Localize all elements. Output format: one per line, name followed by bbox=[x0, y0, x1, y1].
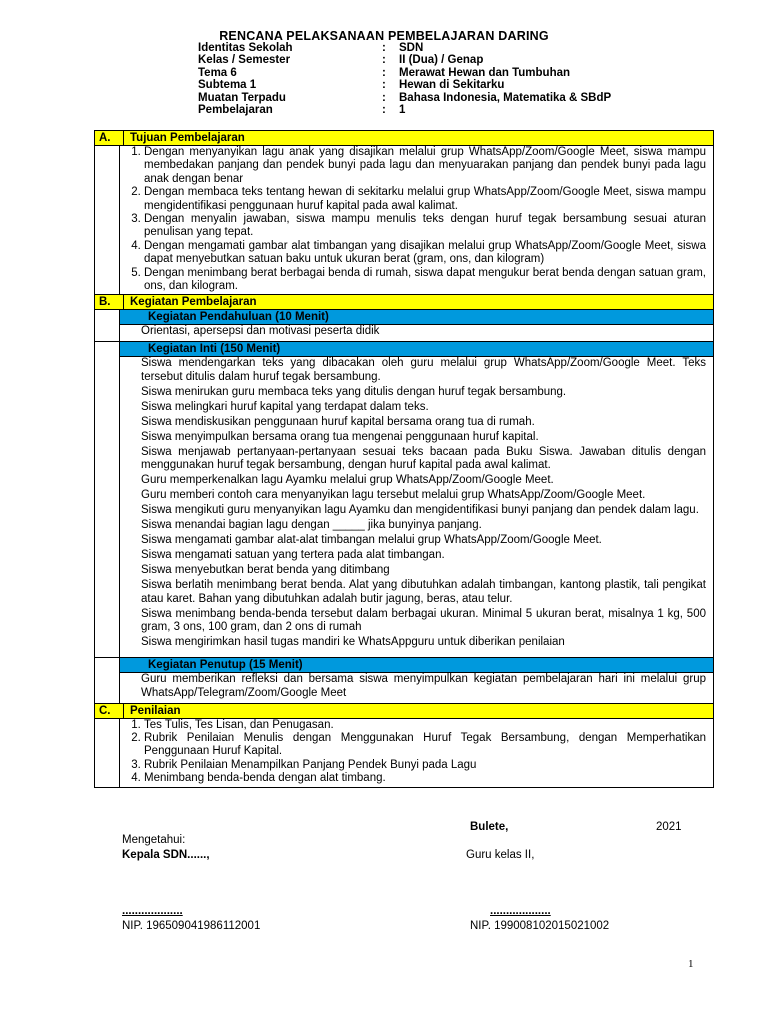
pendahuluan-body bbox=[95, 325, 713, 342]
identity-row bbox=[198, 67, 611, 79]
bullet-text: Guru memperkenalkan lagu Ayamku melalui grup WhatsApp/Zoom/Google Meet. bbox=[141, 474, 554, 487]
section-b-header bbox=[95, 295, 713, 310]
identity-key: Kelas / Semester bbox=[198, 54, 291, 67]
bullet-text: Siswa mengamati satuan yang tertera pada alat timbangan. bbox=[141, 549, 445, 562]
bullet-item bbox=[124, 446, 706, 473]
section-heading: Penilaian bbox=[130, 704, 181, 717]
pendahuluan-header: Kegiatan Pendahuluan (10 Menit) bbox=[119, 310, 713, 325]
list-item: 2. Rubrik Penilaian Menulis dengan Menggunakan Huruf Tegak Bersambung, dengan Memperhatikan Penggunaan Huruf Kapital. bbox=[144, 732, 706, 759]
list-item: 4. Dengan mengamati gambar alat timbangan yang disajikan melalui grup WhatsApp/Zoom/Google Meet, siswa dapat menyebutkan satuan baku untuk ukuran berat (gram, ons, dan kilogram) bbox=[144, 240, 706, 267]
bullet-text: Siswa mengikuti guru menyanyikan lagu Ayamku dan mengidentifikasi bunyi panjang dan pendek dalam lagu. bbox=[141, 504, 699, 517]
guru-kelas-label: Guru kelas II, bbox=[466, 849, 535, 861]
inti-header: Kegiatan Inti (150 Menit) bbox=[119, 342, 713, 357]
identity-colon: : bbox=[382, 104, 386, 117]
identity-value: II (Dua) / Genap bbox=[399, 54, 484, 67]
pendahuluan-list bbox=[124, 325, 706, 338]
identity-key: Muatan Terpadu bbox=[198, 91, 286, 104]
identity-value: Merawat Hewan dan Tumbuhan bbox=[399, 66, 571, 79]
signature-dots-left: ................... bbox=[122, 905, 183, 917]
penutup-body bbox=[95, 673, 713, 703]
identity-value: SDN bbox=[399, 42, 424, 54]
mengetahui-label: Mengetahui: bbox=[122, 834, 186, 846]
document-title: RENCANA PELAKSANAAN PEMBELAJARAN DARING bbox=[219, 29, 549, 43]
bullet-item bbox=[124, 386, 706, 399]
nip-left: NIP. 196509041986112001 bbox=[122, 920, 261, 932]
identity-row bbox=[198, 92, 611, 104]
section-heading: Kegiatan Pembelajaran bbox=[130, 296, 257, 309]
section-heading: Tujuan Pembelajaran bbox=[130, 132, 245, 144]
identity-key: Subtema 1 bbox=[198, 79, 257, 92]
bullet-text: Siswa berlatih menimbang berat benda. Alat yang dibutuhkan adalah timbangan, kantong plastik, tali pengikat atau karet. Bahan yang dibutuhkan adalah butir jagung, beras, atau telur. bbox=[141, 579, 706, 605]
inti-body bbox=[95, 357, 713, 658]
identity-row bbox=[198, 104, 611, 116]
bullet-item bbox=[124, 673, 706, 700]
assessment-list bbox=[124, 719, 706, 786]
identity-colon: : bbox=[382, 79, 386, 92]
section-a-body bbox=[95, 146, 713, 295]
bullet-item bbox=[124, 489, 706, 502]
bullet-text: Siswa menimbang benda-benda tersebut dalam berbagai ukuran. Minimal 5 ukuran berat, misalnya 1 kg, 500 gram, 3 ons, 100 gram, dan 2 ons di rumah bbox=[141, 607, 706, 634]
signature-year: 2021 bbox=[656, 821, 682, 833]
identity-value: Bahasa Indonesia, Matematika & SBdP bbox=[399, 91, 612, 104]
bullet-text: Siswa menyebutkan berat benda yang ditimbang bbox=[141, 564, 390, 577]
signature-place: Bulete, bbox=[470, 821, 509, 833]
bullet-item bbox=[124, 549, 706, 562]
bullet-item bbox=[124, 534, 706, 547]
bullet-text: Siswa melingkari huruf kapital yang terdapat dalam teks. bbox=[141, 400, 429, 413]
bullet-item bbox=[124, 504, 706, 517]
section-letter: A. bbox=[95, 131, 124, 145]
bullet-text: Siswa menjawab pertanyaan-pertanyaan sesuai teks bacaan pada Buku Siswa. Jawaban ditulis dengan menggunakan huruf tegak bersambung, dengan huruf kapital pada awal kalimat. bbox=[141, 445, 706, 472]
bullet-text: Guru memberi contoh cara menyanyikan lagu tersebut melalui grup WhatsApp/Zoom/Google Meet. bbox=[141, 489, 646, 502]
page-number: 1 bbox=[688, 958, 694, 970]
bullet-item bbox=[124, 564, 706, 577]
bullet-item bbox=[124, 608, 706, 635]
identity-key: Identitas Sekolah bbox=[198, 42, 293, 54]
list-item: 1. Dengan menyanyikan lagu anak yang disajikan melalui grup WhatsApp/Zoom/Google Meet, siswa mampu membedakan panjang dan pendek bunyi pada lagu dan menyuarakan panjang dan pendek bunyi pada lagu anak dengan benar bbox=[144, 146, 706, 186]
penutup-list bbox=[124, 673, 706, 700]
identity-block bbox=[198, 42, 611, 116]
identity-value: Hewan di Sekitarku bbox=[399, 79, 505, 92]
bullet-item bbox=[124, 401, 706, 414]
identity-row bbox=[198, 54, 611, 66]
list-item: 5. Dengan menimbang berat berbagai benda di rumah, siswa dapat mengukur berat benda dengan satuan gram, ons, dan kilogram. bbox=[144, 267, 706, 294]
bullet-text: Siswa menyimpulkan bersama orang tua mengenai penggunaan huruf kapital. bbox=[141, 430, 539, 443]
bullet-text: Siswa mendengarkan teks yang dibacakan oleh guru melalui grup WhatsApp/Zoom/Google Meet. Teks tersebut ditulis dalam huruf tegak bersambung. bbox=[141, 357, 706, 383]
identity-colon: : bbox=[382, 54, 386, 67]
bullet-text: Siswa menirukan guru membaca teks yang ditulis dengan huruf tegak bersambung. bbox=[141, 385, 567, 398]
bullet-text: Siswa mengamati gambar alat-alat timbangan melalui grup WhatsApp/Zoom/Google Meet. bbox=[141, 534, 602, 547]
bullet-text: Siswa menandai bagian lagu dengan _____ jika bunyinya panjang. bbox=[141, 519, 482, 532]
list-item: 3. Dengan menyalin jawaban, siswa mampu menulis teks dengan huruf tegak bersambung sesuai aturan penulisan yang tepat. bbox=[144, 213, 706, 240]
bullet-item bbox=[124, 325, 706, 338]
section-c-body bbox=[95, 719, 713, 787]
list-item: 1. Tes Tulis, Tes Lisan, dan Penugasan. bbox=[144, 719, 706, 732]
bullet-item bbox=[124, 519, 706, 532]
section-c-header bbox=[95, 704, 713, 719]
identity-colon: : bbox=[382, 91, 386, 104]
bullet-text: Siswa mendiskusikan penggunaan huruf kapital bersama orang tua di rumah. bbox=[141, 415, 535, 428]
bullet-item bbox=[124, 431, 706, 444]
list-item: 2. Dengan membaca teks tentang hewan di sekitarku melalui grup WhatsApp/Zoom/Google Meet, siswa mampu mengidentifikasi penggunaan huruf kapital pada awal kalimat. bbox=[144, 186, 706, 213]
objectives-list bbox=[124, 146, 706, 293]
identity-row bbox=[198, 42, 611, 54]
bullet-item bbox=[124, 579, 706, 606]
list-item: 4. Menimbang benda-benda dengan alat timbang. bbox=[144, 772, 706, 785]
bullet-text: Siswa mengirimkan hasil tugas mandiri ke WhatsAppguru untuk diberikan penilaian bbox=[141, 636, 565, 649]
bullet-item bbox=[124, 636, 706, 649]
lesson-plan-table bbox=[94, 130, 714, 788]
bullet-item bbox=[124, 474, 706, 487]
identity-colon: : bbox=[382, 66, 386, 79]
section-a-header bbox=[95, 131, 713, 146]
identity-key: Pembelajaran bbox=[198, 104, 273, 117]
kepala-sekolah-label: Kepala SDN......, bbox=[122, 849, 210, 861]
identity-key: Tema 6 bbox=[198, 66, 237, 79]
bullet-text: Orientasi, apersepsi dan motivasi peserta didik bbox=[141, 325, 380, 338]
identity-row bbox=[198, 79, 611, 91]
bullet-item bbox=[124, 357, 706, 384]
section-letter: C. bbox=[95, 704, 124, 718]
identity-value: 1 bbox=[399, 104, 406, 117]
section-letter: B. bbox=[95, 295, 124, 309]
bullet-text: Guru memberikan refleksi dan bersama siswa menyimpulkan kegiatan pembelajaran hari ini melalui grup WhatsApp/Telegram/Zoom/Google Meet bbox=[141, 673, 706, 699]
nip-right: NIP. 199008102015021002 bbox=[470, 920, 610, 932]
penutup-header: Kegiatan Penutup (15 Menit) bbox=[119, 658, 713, 673]
signature-dots-right: ................... bbox=[490, 905, 551, 917]
identity-colon: : bbox=[382, 42, 386, 54]
list-item: 3. Rubrik Penilaian Menampilkan Panjang Pendek Bunyi pada Lagu bbox=[144, 759, 706, 772]
bullet-item bbox=[124, 416, 706, 429]
inti-list bbox=[124, 357, 706, 649]
